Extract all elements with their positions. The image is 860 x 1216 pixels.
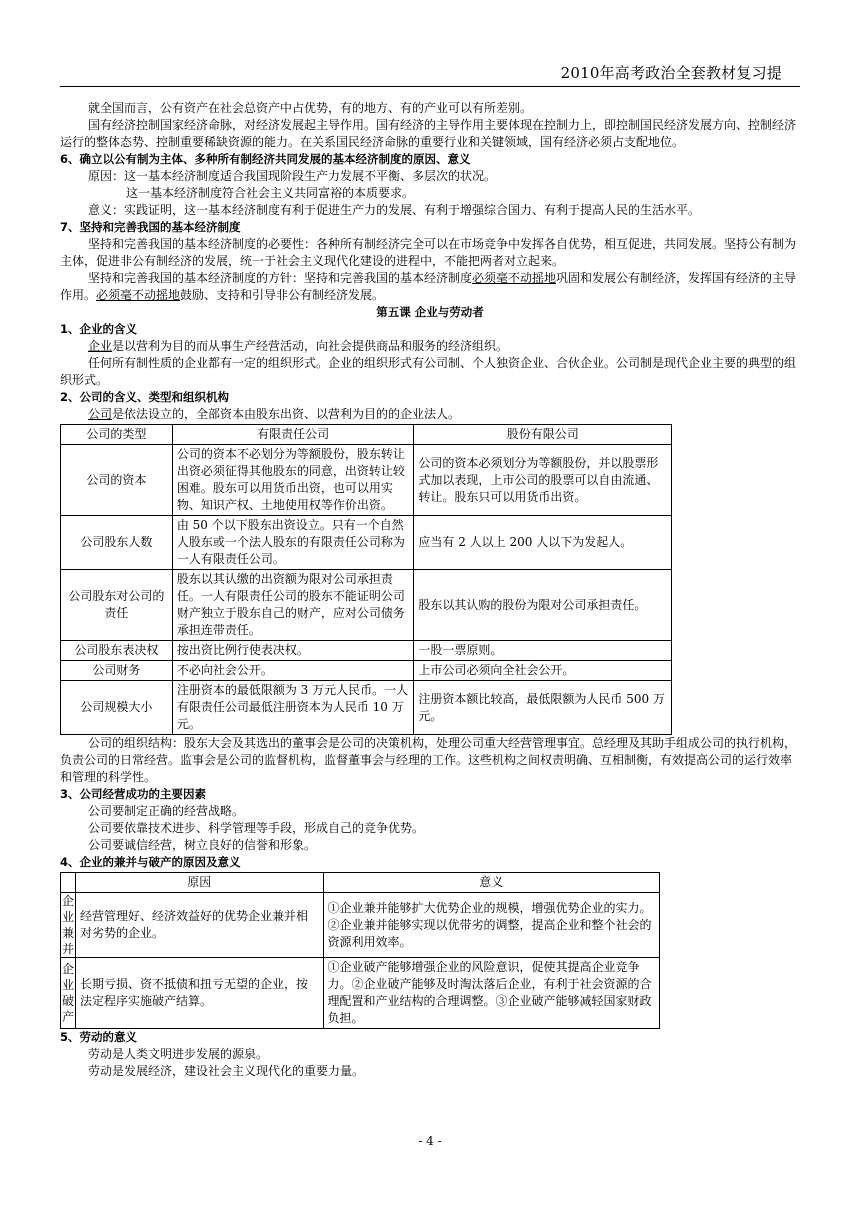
section-heading: 2、公司的含义、类型和组织机构	[60, 390, 229, 404]
table-cell: 企业破产	[61, 958, 76, 1029]
paragraph	[60, 270, 800, 304]
section-heading: 4、企业的兼并与破产的原因及意义	[60, 855, 241, 869]
header-rule	[60, 86, 800, 87]
table-row	[61, 641, 672, 661]
paragraph	[60, 406, 800, 423]
page-number: - 4 -	[418, 1134, 442, 1148]
table-cell: 公司财务	[61, 661, 173, 681]
company-types-table	[60, 424, 672, 735]
table-header-cell: 股份有限公司	[414, 425, 672, 445]
paragraph: 就全国而言，公有资产在社会总资产中占优势，有的地方、有的产业可以有所差别。	[88, 101, 533, 115]
table-cell: 一股一票原则。	[414, 641, 672, 661]
paragraph: 任何所有制性质的企业都有一定的组织形式。企业的组织形式有公司制、个人独资企业、合伙企业。公司制是现代企业主要的典型的组织形式。	[60, 356, 797, 387]
merger-bankruptcy-table	[60, 872, 660, 1029]
table-cell: ①企业破产能够增强企业的风险意识，促使其提高企业竞争力。②企业破产能够及时淘汰落后企业，有利于社会资源的合理配置和产业结构的合理调整。③企业破产能够减轻国家财政负担。	[323, 958, 659, 1029]
underlined-text: 必须毫不动摇地	[96, 288, 181, 302]
table-header-cell: 有限责任公司	[172, 425, 414, 445]
table-cell: 经营管理好、经济效益好的优势企业兼并相对劣势的企业。	[76, 893, 324, 958]
section-heading: 6、确立以公有制为主体、多种所有制经济共同发展的基本经济制度的原因、意义	[60, 152, 471, 166]
paragraph: 劳动是发展经济，建设社会主义现代化的重要力量。	[88, 1064, 365, 1078]
table-cell: 不必向社会公开。	[172, 661, 414, 681]
underlined-text: 公司	[88, 407, 113, 421]
underlined-text: 企业	[88, 339, 113, 353]
table-header-cell: 原因	[76, 873, 324, 893]
table-cell: 公司的资本不必划分为等额股份，股东转让出资必须征得其他股东的同意，出资转让较困难。股东可以用货币出资，也可以用实物、知识产权、土地使用权等作价出资。	[172, 445, 414, 516]
section-heading: 5、劳动的意义	[60, 1030, 138, 1044]
text-run: 鼓励、支持和引导非公有制经济发展。	[180, 288, 385, 302]
lesson-title: 第五课 企业与劳动者	[376, 305, 484, 319]
paragraph: 意义：实践证明，这一基本经济制度有利于促进生产力的发展、有利于增强综合国力、有利于提高人民的生活水平。	[88, 203, 701, 217]
table-header-row	[61, 873, 660, 893]
table-cell: 公司规模大小	[61, 681, 173, 735]
page-content	[60, 100, 800, 1080]
paragraph: 公司要依靠技术进步、科学管理等手段，形成自己的竞争优势。	[88, 821, 425, 835]
table-cell: 公司股东人数	[61, 516, 173, 570]
text-run: 是以营利为目的而从事生产经营活动，向社会提供商品和服务的经济组织。	[112, 339, 509, 353]
section-heading: 7、坚持和完善我国的基本经济制度	[60, 220, 241, 234]
running-header: 2010年高考政治全套教材复习提	[560, 64, 782, 82]
table-cell: 注册资本的最低限额为 3 万元人民币。一人有限责任公司最低注册资本为人民币 10 万元。	[172, 681, 414, 735]
paragraph: 这一基本经济制度符合社会主义共同富裕的本质要求。	[126, 186, 415, 200]
table-row	[61, 893, 660, 958]
table-cell: 由 50 个以下股东出资设立。只有一个自然人股东或一个法人股东的有限责任公司称为一人有限责任公司。	[172, 516, 414, 570]
paragraph: 公司要诚信经营，树立良好的信誉和形象。	[88, 838, 317, 852]
table-cell: 按出资比例行使表决权。	[172, 641, 414, 661]
table-row	[61, 661, 672, 681]
table-row	[61, 445, 672, 516]
paragraph: 公司的组织结构：股东大会及其选出的董事会是公司的决策机构，处理公司重大经营管理事宜。总经理及其助手组成公司的执行机构，负责公司的日常经营。监事会是公司的监督机构，监督董事会与经理的工作。这些机构之间权责明确、互相制衡，有效提高公司的运行效率和管理的科学性。	[60, 736, 797, 784]
paragraph	[60, 338, 800, 355]
paragraph: 公司要制定正确的经营战略。	[88, 804, 245, 818]
text-run: 巩固和发展公有制经济，发挥国有经济的主导作用。	[60, 271, 797, 302]
table-cell: 股东以其认缴的出资额为限对公司承担责任。一人有限责任公司的股东不能证明公司财产独立于股东自己的财产，应对公司债务承担连带责任。	[172, 570, 414, 641]
table-row	[61, 516, 672, 570]
table-cell: 公司股东表决权	[61, 641, 173, 661]
table-header-cell	[61, 873, 76, 893]
paragraph: 原因：这一基本经济制度适合我国现阶段生产力发展不平衡、多层次的状况。	[88, 169, 497, 183]
table-header-cell: 公司的类型	[61, 425, 173, 445]
paragraph: 劳动是人类文明进步发展的源泉。	[88, 1047, 269, 1061]
table-row	[61, 681, 672, 735]
table-cell: 长期亏损、资不抵债和扭亏无望的企业，按法定程序实施破产结算。	[76, 958, 324, 1029]
table-header-row	[61, 425, 672, 445]
text-run: 坚持和完善我国的基本经济制度的方针：坚持和完善我国的基本经济制度	[88, 271, 473, 285]
paragraph: 坚持和完善我国的基本经济制度的必要性：各种所有制经济完全可以在市场竞争中发挥各自优势，相互促进，共同发展。坚持公有制为主体，促进非公有制经济的发展，统一于社会主义现代化建设的进程中，不能把两者对立起来。	[60, 237, 797, 268]
section-heading: 3、公司经营成功的主要因素	[60, 787, 207, 801]
table-cell: 上市公司必须向全社会公开。	[414, 661, 672, 681]
table-cell: 注册资本额比较高，最低限额为人民币 500 万元。	[414, 681, 672, 735]
table-cell: ①企业兼并能够扩大优势企业的规模，增强优势企业的实力。②企业兼并能够实现以优带劣的调整，提高企业和整个社会的资源利用效率。	[323, 893, 659, 958]
table-cell: 股东以其认购的股份为限对公司承担责任。	[414, 570, 672, 641]
section-heading: 1、企业的含义	[60, 322, 138, 336]
table-cell: 公司的资本必须划分为等额股份，并以股票形式加以表现，上市公司的股票可以自由流通、转让。股东只可以用货币出资。	[414, 445, 672, 516]
table-cell: 应当有 2 人以上 200 人以下为发起人。	[414, 516, 672, 570]
table-header-cell: 意义	[323, 873, 659, 893]
table-row	[61, 958, 660, 1029]
underlined-text: 必须毫不动摇地	[472, 271, 557, 285]
table-row	[61, 570, 672, 641]
text-run: 是依法设立的，全部资本由股东出资、以营利为目的的企业法人。	[112, 407, 461, 421]
paragraph: 国有经济控制国家经济命脉，对经济发展起主导作用。国有经济的主导作用主要体现在控制力上，即控制国民经济发展方向、控制经济运行的整体态势、控制重要稀缺资源的能力。在关系国民经济命脉的重要行业和关键领域，国有经济必须占支配地位。	[60, 118, 797, 149]
table-cell: 公司股东对公司的责任	[61, 570, 173, 641]
table-cell: 公司的资本	[61, 445, 173, 516]
table-cell: 企业兼并	[62, 894, 75, 956]
